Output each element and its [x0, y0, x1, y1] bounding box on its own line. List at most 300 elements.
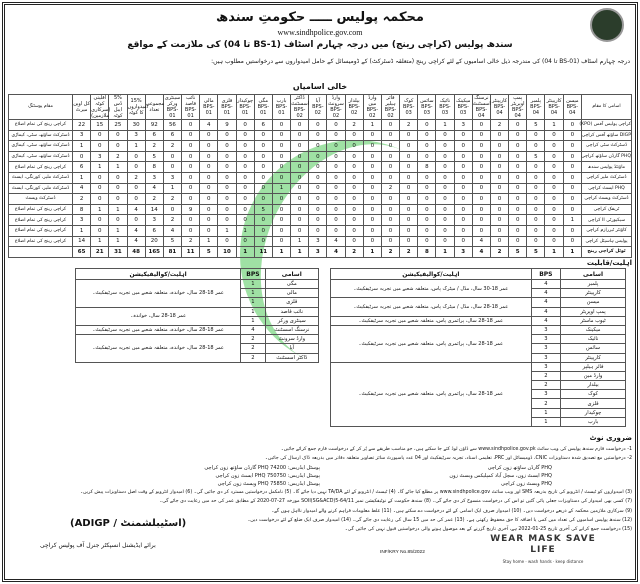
column-header: پلمبر BPS-04	[527, 95, 545, 120]
post-name: قلزی	[265, 298, 318, 307]
count-cell: 0	[527, 141, 545, 152]
count-cell: 0	[327, 120, 345, 131]
count-cell: 0	[527, 236, 545, 247]
count-cell: 0	[527, 162, 545, 173]
location-cell: کراچی رینج کی تمام اضلاع	[9, 162, 73, 173]
count-cell: 0	[490, 215, 508, 226]
count-cell: 0	[254, 183, 272, 194]
count-cell: 0	[490, 141, 508, 152]
count-cell: 1	[91, 204, 109, 215]
count-cell: 0	[236, 130, 254, 141]
count-cell: 0	[509, 183, 527, 194]
count-cell: 0	[363, 141, 381, 152]
office-cell: ماؤنٹڈ پولیس سندھ	[582, 162, 632, 173]
count-cell: 0	[509, 225, 527, 236]
column-header: مجموعی تعداد	[145, 95, 163, 120]
phq-address: پوسٹل ایڈریس: PHQ 75850 ویسٹ زون کراچی	[217, 480, 320, 487]
count-cell: 0	[545, 141, 563, 152]
count-cell: 0	[381, 236, 399, 247]
count-cell: 0	[309, 130, 327, 141]
count-cell: 0	[182, 130, 200, 141]
location-cell: ڈسٹرکٹ ملیر، کورنگی، ایسٹ	[9, 172, 73, 183]
count-cell: 0	[563, 151, 581, 162]
count-cell: 3	[127, 130, 145, 141]
count-cell: 0	[436, 225, 454, 236]
count-cell: 0	[218, 215, 236, 226]
count-cell: 0	[472, 215, 490, 226]
inf-number: INF/KRY No.85/2022	[380, 550, 425, 555]
count-cell: 0	[291, 204, 309, 215]
total-cell: 31	[109, 247, 127, 258]
count-cell: 0	[327, 162, 345, 173]
count-cell: 0	[200, 225, 218, 236]
count-cell: 0	[272, 194, 290, 205]
count-cell: 0	[363, 204, 381, 215]
count-cell: 1	[73, 141, 91, 152]
count-cell: 0	[454, 141, 472, 152]
column-header: مگی BPS-01	[254, 95, 272, 120]
count-cell: 0	[200, 162, 218, 173]
post-name: کوک	[561, 390, 626, 399]
column-header: نائیک BPS-03	[436, 95, 454, 120]
qualification-label: اہلیت/قابلیت	[586, 259, 632, 267]
count-cell: 0	[363, 194, 381, 205]
qual-row	[76, 335, 319, 344]
count-cell: 0	[454, 183, 472, 194]
count-cell: 0	[509, 151, 527, 162]
post-bps: 3	[531, 362, 561, 371]
count-cell: 5	[527, 151, 545, 162]
post-name: نائیک	[561, 335, 626, 344]
total-cell: 11	[182, 247, 200, 258]
count-cell: 0	[490, 130, 508, 141]
subtitle: سندھ پولیس (کراچی رینج) میں درجہ چہارم اسٹاف (BS-1 تا 04) کی ملازمت کے مواقع	[127, 40, 513, 50]
count-cell: 0	[182, 215, 200, 226]
count-cell: 0	[327, 204, 345, 215]
count-cell: 3	[73, 130, 91, 141]
count-cell: 0	[436, 236, 454, 247]
count-cell: 0	[418, 215, 436, 226]
count-cell: 0	[272, 215, 290, 226]
post-name: آیا	[265, 344, 318, 353]
count-cell: 5	[145, 151, 163, 162]
count-cell: 4	[127, 236, 145, 247]
post-name: سینٹری ورکر	[265, 316, 318, 325]
count-cell: 0	[182, 141, 200, 152]
total-cell: 65	[73, 247, 91, 258]
count-cell: 0	[309, 183, 327, 194]
total-cell: 5	[527, 247, 545, 258]
note-line: (15) درخواست جمع کرانے کی آخری تاریخ 25-01-2022 ہے، آخری تاریخ گزرنے کے بعد موصول ہونے والی درخواستیں قبول نہیں کی جائیں گی۔	[344, 527, 632, 533]
qual-row	[76, 307, 319, 316]
count-cell: 0	[545, 215, 563, 226]
column-header: کارپینٹر BPS-04	[545, 95, 563, 120]
count-cell: 0	[345, 236, 363, 247]
vacancies-table	[8, 94, 632, 258]
table-row	[9, 215, 632, 226]
count-cell: 0	[91, 141, 109, 152]
qualification-text: عمر 18-30 سال، مڈل / میٹرک پاس، متعلقہ شعبے میں تجربہ سرٹیفکیٹ۔	[331, 280, 532, 298]
count-cell: 0	[527, 194, 545, 205]
count-cell: 0	[563, 120, 581, 131]
total-cell: 2	[345, 247, 363, 258]
count-cell: 0	[472, 162, 490, 173]
count-cell: 0	[200, 215, 218, 226]
wear-mask-banner	[488, 534, 598, 564]
header-qualification: اہلیت/کوالیفیکیشن	[76, 269, 241, 280]
post-bps: 3	[531, 325, 561, 334]
count-cell: 0	[509, 236, 527, 247]
count-cell: 0	[381, 225, 399, 236]
count-cell: 0	[381, 215, 399, 226]
count-cell: 1	[363, 120, 381, 131]
column-header: نائب قاصد BPS-01	[182, 95, 200, 120]
count-cell: 0	[254, 151, 272, 162]
count-cell: 0	[309, 162, 327, 173]
phq-address: PHQ ویسٹ زون کراچی	[501, 480, 552, 487]
count-cell: 5	[254, 204, 272, 215]
table-row	[9, 130, 632, 141]
count-cell: 1	[563, 215, 581, 226]
mask-text: WEAR MASK SAVE LIFE	[490, 534, 596, 555]
count-cell: 0	[527, 225, 545, 236]
count-cell: 6	[145, 225, 163, 236]
post-bps: 4	[531, 307, 561, 316]
count-cell: 0	[345, 130, 363, 141]
location-cell: ڈسٹرکٹ ملیر، کورنگی، ایسٹ	[9, 183, 73, 194]
count-cell: 0	[291, 120, 309, 131]
count-cell: 0	[327, 172, 345, 183]
count-cell: 0	[509, 130, 527, 141]
column-header: اقلیتی کوٹہ (سرکاری ملازمین)	[91, 95, 111, 119]
column-header: وارڈ مین BPS-02	[363, 95, 381, 120]
count-cell: 0	[436, 162, 454, 173]
total-cell: 2	[400, 247, 418, 258]
total-cell: 1	[563, 247, 581, 258]
post-bps: 1	[241, 280, 265, 289]
count-cell: 0	[563, 172, 581, 183]
count-cell: 0	[545, 130, 563, 141]
count-cell: 0	[454, 194, 472, 205]
count-cell: 0	[509, 141, 527, 152]
location-cell: ڈسٹرکٹ ساؤتھ، سٹی، کیماڑی	[9, 130, 73, 141]
count-cell: 0	[309, 141, 327, 152]
count-cell: 0	[345, 151, 363, 162]
count-cell: 0	[91, 172, 109, 183]
page-title: محکمہ پولیس ـــــ حکومتِ سندھ	[216, 10, 424, 25]
location-cell: کراچی رینج کی تمام اضلاع	[9, 120, 73, 131]
count-cell: 4	[145, 183, 163, 194]
location-cell: ڈسٹرکٹ ویسٹ	[9, 194, 73, 205]
count-cell: 0	[236, 236, 254, 247]
table-row	[9, 151, 632, 162]
count-cell: 3	[309, 236, 327, 247]
post-name: وارڈ سرونٹ	[265, 335, 318, 344]
count-cell: 2	[400, 120, 418, 131]
post-bps: 3	[531, 353, 561, 362]
count-cell: 0	[545, 225, 563, 236]
post-bps: 3	[531, 335, 561, 344]
office-cell: کراچی پولیس آفس (KPO)	[582, 120, 632, 131]
count-cell: 4	[200, 120, 218, 131]
count-cell: 0	[400, 225, 418, 236]
count-cell: 0	[291, 183, 309, 194]
total-cell: 2	[381, 247, 399, 258]
post-bps: 2	[241, 344, 265, 353]
column-header: آیا BPS-02	[309, 95, 327, 120]
post-name: ٹیوب ماسٹر	[561, 316, 626, 325]
qual-row	[331, 362, 626, 371]
count-cell: 8	[73, 204, 91, 215]
total-cell: 165	[145, 247, 163, 258]
count-cell: 0	[509, 194, 527, 205]
count-cell: 0	[563, 204, 581, 215]
count-cell: 0	[127, 151, 145, 162]
total-cell: 1	[291, 247, 309, 258]
post-bps: 4	[531, 289, 561, 298]
post-bps: 1	[531, 417, 561, 426]
count-cell: 1	[91, 236, 109, 247]
location-cell: کراچی رینج کی تمام اضلاع	[9, 225, 73, 236]
total-cell: 21	[91, 247, 109, 258]
post-bps: 2	[241, 335, 265, 344]
count-cell: 0	[309, 120, 327, 131]
count-cell: 0	[345, 162, 363, 173]
count-cell: 0	[254, 172, 272, 183]
count-cell: 0	[218, 130, 236, 141]
table-row	[9, 183, 632, 194]
count-cell: 9	[182, 204, 200, 215]
count-cell: 1	[291, 236, 309, 247]
count-cell: 0	[490, 194, 508, 205]
post-bps: 4	[531, 298, 561, 307]
post-bps: 4	[531, 280, 561, 289]
post-name: ڈاکٹر اسسٹنٹ	[265, 353, 318, 362]
column-header: بارب BPS-01	[272, 95, 290, 120]
location-cell: ڈسٹرکٹ ساؤتھ، سٹی، کیماڑی	[9, 151, 73, 162]
count-cell: 0	[327, 225, 345, 236]
column-header: پمپ اوپریٹر BPS-04	[509, 95, 527, 120]
count-cell: 0	[218, 151, 236, 162]
count-cell: 0	[454, 204, 472, 215]
count-cell: 0	[291, 151, 309, 162]
count-cell: 0	[327, 194, 345, 205]
table-row	[9, 172, 632, 183]
count-cell: 2	[145, 194, 163, 205]
count-cell: 0	[200, 194, 218, 205]
post-bps: 4	[531, 316, 561, 325]
column-header: کل اوپن میرٹ	[73, 95, 91, 120]
count-cell: 0	[490, 183, 508, 194]
total-label: ٹوٹل کراچی رینج	[582, 247, 632, 258]
column-header: کوک BPS-03	[400, 95, 418, 120]
count-cell: 0	[236, 183, 254, 194]
count-cell: 0	[109, 130, 127, 141]
count-cell: 0	[418, 183, 436, 194]
count-cell: 0	[254, 130, 272, 141]
count-cell: 0	[436, 183, 454, 194]
count-cell: 0	[545, 172, 563, 183]
note-line: (12) سندھ پولیس اسامیوں کی تعداد میں کمی یا اضافہ کا حق محفوظ رکھتی ہے۔ (13) عمر کی حد میں 15 سال کی رعایت دی جائے گی۔ (14) امیدوار صرف ایک ضلع کے لئے درخواست دیں۔	[247, 518, 632, 524]
count-cell: 0	[345, 204, 363, 215]
phq-address: PHQ گارڈن ساؤتھ زون کراچی	[487, 464, 552, 471]
count-cell: 0	[291, 225, 309, 236]
column-header: چوکیدار BPS-01	[236, 95, 254, 120]
count-cell: 0	[527, 172, 545, 183]
count-cell: 9	[218, 120, 236, 131]
count-cell: 0	[91, 194, 109, 205]
count-cell: 4	[73, 183, 91, 194]
total-cell: 81	[163, 247, 181, 258]
total-cell: 5	[509, 247, 527, 258]
count-cell: 0	[454, 172, 472, 183]
count-cell: 0	[563, 236, 581, 247]
post-name: میسن	[561, 298, 626, 307]
count-cell: 0	[363, 151, 381, 162]
count-cell: 20	[145, 236, 163, 247]
total-row	[9, 247, 632, 258]
post-name: مالی	[265, 289, 318, 298]
count-cell: 0	[418, 194, 436, 205]
column-header: قلزی BPS-01	[218, 95, 236, 120]
qual-row	[331, 325, 626, 334]
count-cell: 0	[454, 215, 472, 226]
count-cell: 0	[218, 204, 236, 215]
column-header: میسن BPS-04	[563, 95, 581, 120]
column-header: بیلدار BPS-02	[345, 95, 363, 120]
count-cell: 0	[309, 204, 327, 215]
count-cell: 0	[363, 225, 381, 236]
column-header: فائر ہیلپر BPS-02	[381, 95, 399, 120]
count-cell: 0	[236, 141, 254, 152]
count-cell: 15	[91, 120, 109, 131]
post-name: وارڈ مین	[561, 371, 626, 380]
column-header-location: مقام پوسٹنگ	[9, 95, 73, 120]
count-cell: 0	[490, 162, 508, 173]
count-cell: 0	[182, 151, 200, 162]
qualification-text: عمر 18-28 سال، مڈل / میٹرک پاس، متعلقہ شعبے میں تجربہ سرٹیفکیٹ۔	[331, 298, 532, 316]
count-cell: 0	[418, 141, 436, 152]
count-cell: 0	[472, 225, 490, 236]
count-cell: 0	[472, 120, 490, 131]
count-cell: 4	[127, 204, 145, 215]
count-cell: 4	[327, 236, 345, 247]
count-cell: 0	[436, 130, 454, 141]
count-cell: 0	[418, 151, 436, 162]
column-header: نرسنگ اسسٹنٹ BPS-04	[472, 95, 491, 119]
count-cell: 0	[218, 162, 236, 173]
post-name: پمپ اوپریٹر	[561, 307, 626, 316]
count-cell: 0	[327, 183, 345, 194]
table-row	[9, 236, 632, 247]
count-cell: 0	[91, 183, 109, 194]
count-cell: 0	[272, 120, 290, 131]
count-cell: 1	[109, 225, 127, 236]
count-cell: 0	[218, 183, 236, 194]
count-cell: 0	[454, 130, 472, 141]
count-cell: 2	[145, 141, 163, 152]
qualification-text: عمر 18-28 سال، خواندہ، متعلقہ شعبے میں تجربہ سرٹیفکیٹ۔	[76, 325, 241, 334]
count-cell: 0	[254, 194, 272, 205]
table-row	[9, 194, 632, 205]
count-cell: 0	[291, 215, 309, 226]
count-cell: 0	[236, 204, 254, 215]
count-cell: 0	[272, 172, 290, 183]
header-bps: BPS	[241, 269, 265, 280]
count-cell: 2	[127, 172, 145, 183]
count-cell: 0	[254, 225, 272, 236]
count-cell: 0	[400, 183, 418, 194]
count-cell: 0	[418, 130, 436, 141]
count-cell: 0	[563, 225, 581, 236]
count-cell: 0	[291, 130, 309, 141]
count-cell: 0	[472, 172, 490, 183]
count-cell: 0	[91, 225, 109, 236]
count-cell: 0	[545, 151, 563, 162]
post-name: چوکیدار	[561, 408, 626, 417]
count-cell: 0	[109, 183, 127, 194]
count-cell: 1	[436, 120, 454, 131]
count-cell: 0	[182, 172, 200, 183]
count-cell: 0	[291, 172, 309, 183]
intro-text: درجہ چہارم اسٹاف (BS-01 تا 04) کی مندرجہ ذیل خالی اسامیوں کے لئے کراچی رینج (متعلقہ ڈسٹرکٹ) کے ڈومیسائل کے حامل امیدواروں سے درخواستیں مطلوب ہیں:	[211, 58, 630, 65]
count-cell: 0	[545, 236, 563, 247]
count-cell: 0	[327, 130, 345, 141]
website-url: www.sindhpolice.gov.com	[277, 28, 363, 37]
count-cell: 4	[472, 236, 490, 247]
table-row	[9, 141, 632, 152]
count-cell: 0	[163, 162, 181, 173]
adigp-signature: (ADIGP / اسٹیبلشمنٹ)	[70, 518, 187, 529]
post-name: سائس	[561, 344, 626, 353]
total-cell: 8	[418, 247, 436, 258]
qual-row	[331, 280, 626, 289]
count-cell: 0	[272, 236, 290, 247]
column-header: 5% ڈس ایبل کوٹہ	[109, 95, 127, 120]
count-cell: 0	[436, 215, 454, 226]
count-cell: 0	[272, 141, 290, 152]
office-cell: PHQ ایسٹ کراچی	[582, 183, 632, 194]
count-cell: 14	[73, 236, 91, 247]
count-cell: 0	[200, 141, 218, 152]
post-bps: 4	[241, 325, 265, 334]
count-cell: 1	[109, 162, 127, 173]
count-cell: 6	[254, 120, 272, 131]
header-post: اسامی	[561, 269, 626, 280]
count-cell: 0	[345, 225, 363, 236]
phq-addresses	[8, 464, 632, 488]
table-row	[9, 120, 632, 131]
total-cell: 1	[236, 247, 254, 258]
count-cell: 2	[182, 236, 200, 247]
post-name: میکینک	[561, 325, 626, 334]
count-cell: 0	[563, 130, 581, 141]
count-cell: 0	[309, 194, 327, 205]
count-cell: 0	[327, 151, 345, 162]
post-bps: 3	[531, 390, 561, 399]
count-cell: 5	[163, 236, 181, 247]
count-cell: 0	[218, 141, 236, 152]
column-header: سائس BPS-03	[418, 95, 436, 120]
count-cell: 0	[381, 172, 399, 183]
count-cell: 0	[254, 141, 272, 152]
post-bps: 1	[241, 316, 265, 325]
count-cell: 1	[545, 120, 563, 131]
count-cell: 0	[509, 215, 527, 226]
count-cell: 0	[345, 141, 363, 152]
post-bps: 1	[241, 307, 265, 316]
count-cell: 92	[145, 120, 163, 131]
